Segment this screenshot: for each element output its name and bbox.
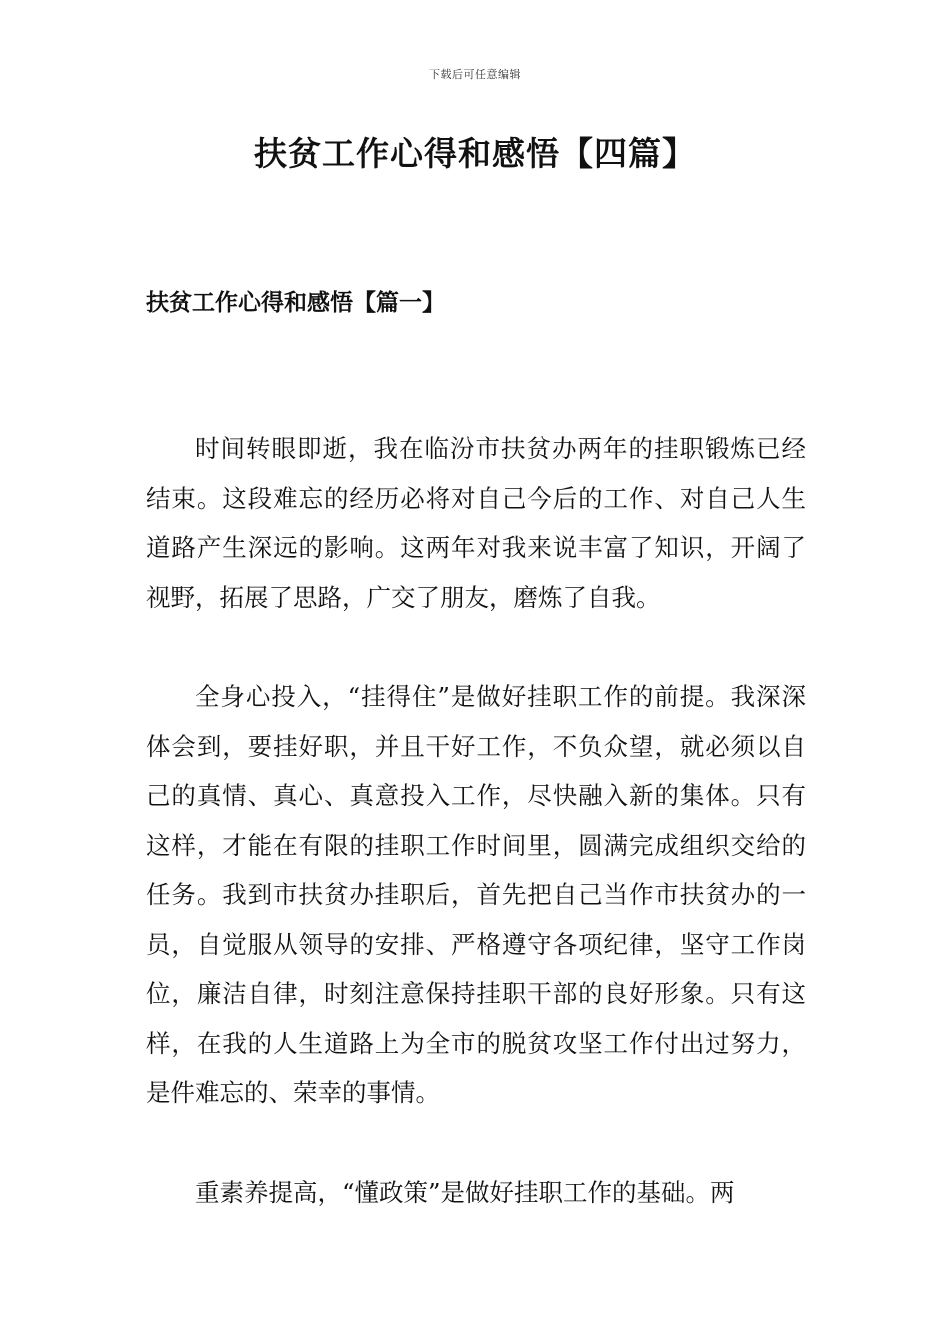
paragraph-2: 全身心投入，“挂得住”是做好挂职工作的前提。我深深体会到，要挂好职，并且干好工作，不负众望，就必须以自己的真情、真心、真意投入工作，尽快融入新的集体。只有这样，才能在有限的挂职工作时间里，圆满完成组织交给的任务。我到市扶贫办挂职后，首先把自己当作市扶贫办的一员，自觉服从领导的安排、严格遵守各项纪律，坚守工作岗位，廉洁自律，时刻注意保持挂职干部的良好形象。只有这样，在我的人生道路上为全市的脱贫攻坚工作付出过努力，是件难忘的、荣幸的事情。 [146, 682, 806, 1107]
paragraph-3: 重素养提高，“懂政策”是做好挂职工作的基础。两 [195, 1178, 735, 1207]
section-heading: 扶贫工作心得和感悟【篇一】 [146, 289, 445, 316]
paragraph-1: 时间转眼即逝，我在临汾市扶贫办两年的挂职锻炼已经结束。这段难忘的经历必将对自己今后的工作、对自己人生道路产生深远的影响。这两年对我来说丰富了知识，开阔了视野，拓展了思路，广交了朋友，磨炼了自我。 [146, 434, 806, 612]
header-note: 下载后可任意编辑 [429, 68, 521, 81]
document-title: 扶贫工作心得和感悟【四篇】 [254, 134, 696, 173]
